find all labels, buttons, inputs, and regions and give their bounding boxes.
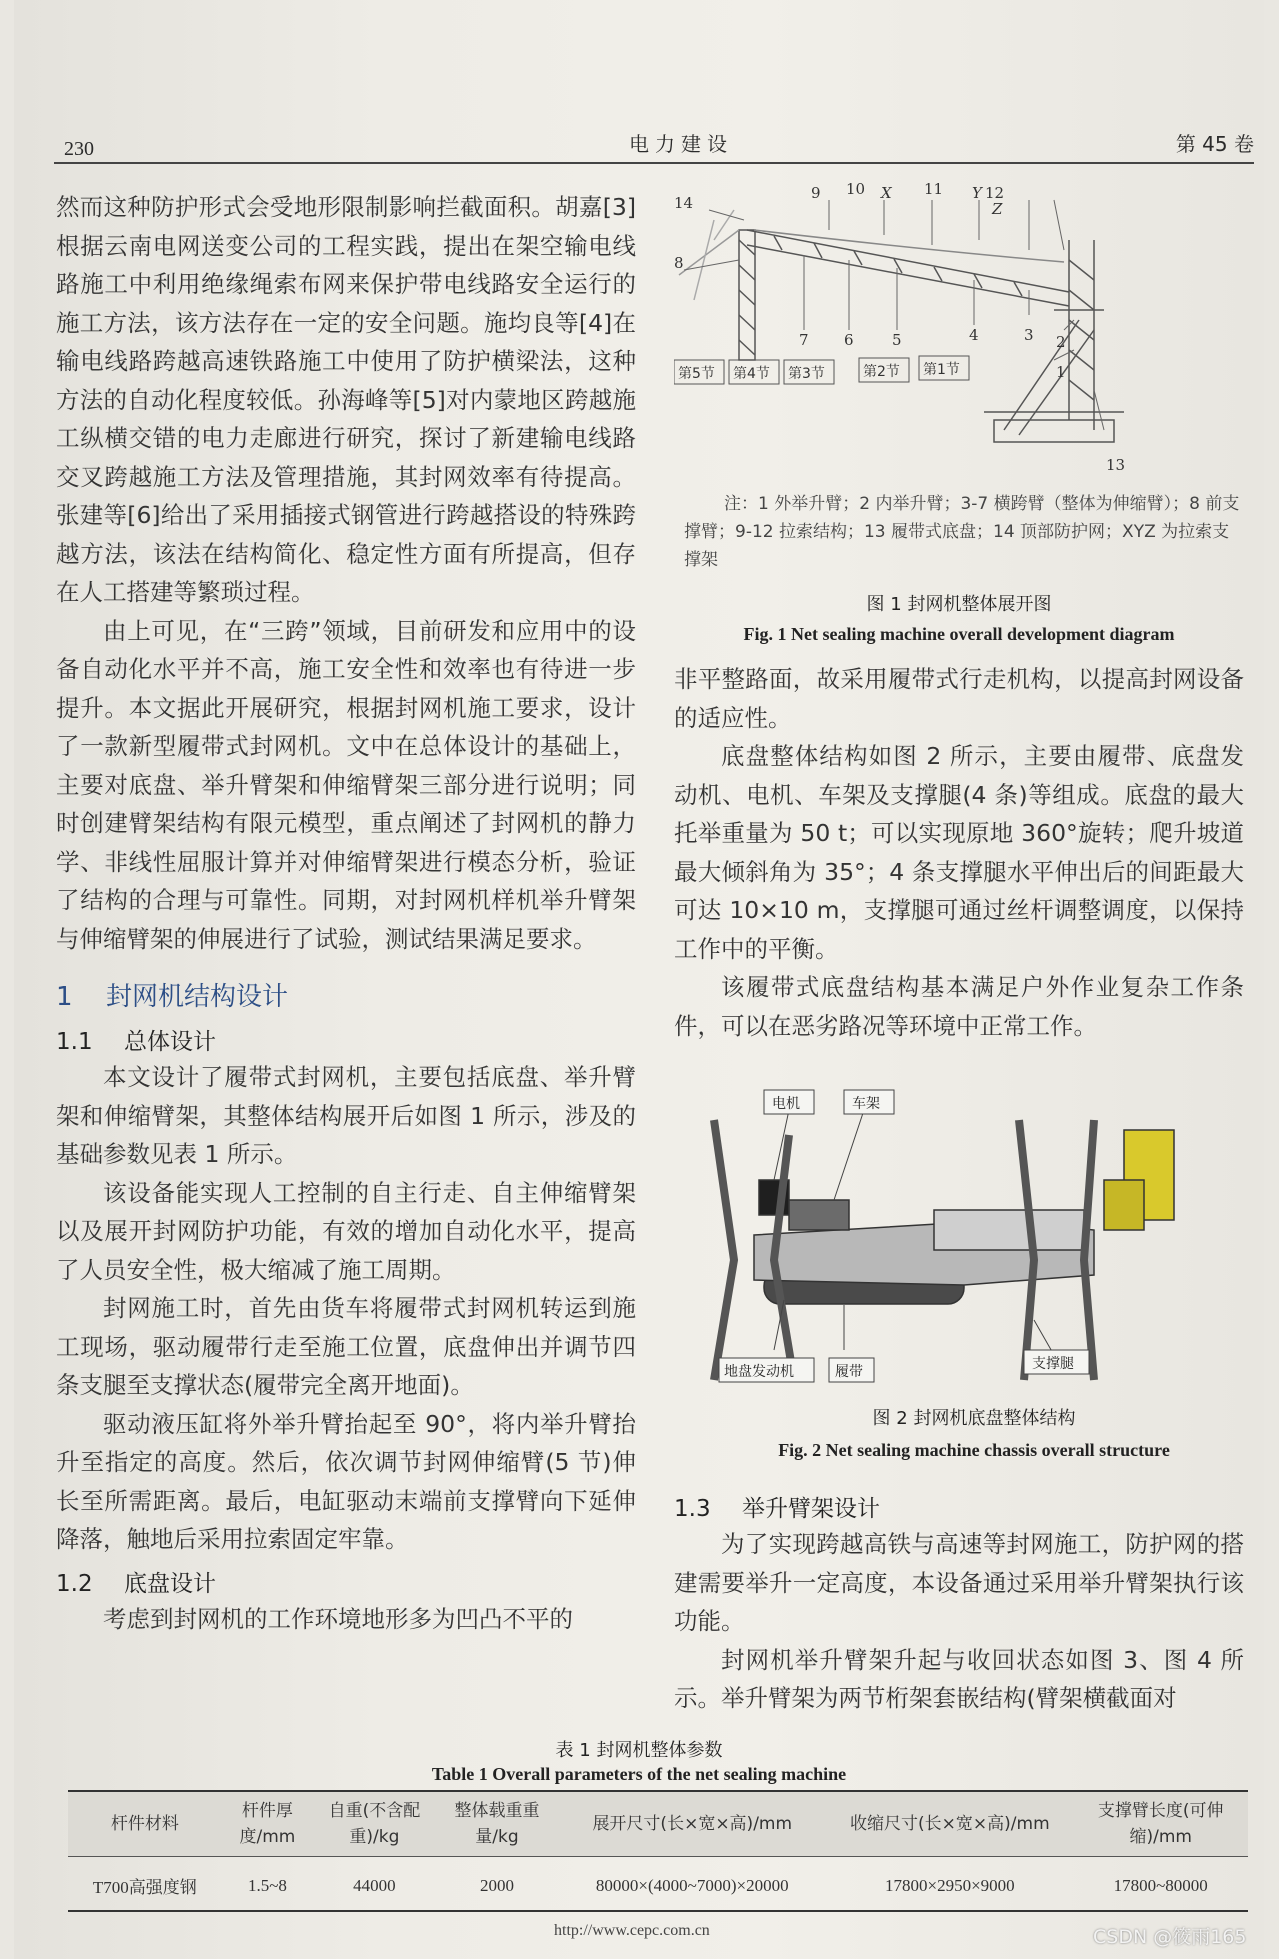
label-2: 2 [1056,333,1066,351]
paragraph: 非平整路面，故采用履带式行走机构，以提高封网设备的适应性。 [674,665,1244,732]
table-header-row [68,1791,1248,1857]
subsection-number: 1.3 [674,1496,711,1522]
section-title: 封网机结构设计 [106,982,289,1012]
section-label-1: 第1节 [923,362,960,378]
page-header [54,128,1254,158]
paragraph: 封网施工时，首先由货车将履带式封网机转运到施工现场，驱动履带行走至施工位置，底盘伸出并调节四条支腿至支撑状态(履带完全离开地面)。 [56,1294,636,1399]
paragraph: 本文设计了履带式封网机，主要包括底盘、举升臂架和伸缩臂架，其整体结构展开后如图 1 所示，涉及的基础参数见表 1 所示。 [56,1063,636,1168]
subsection-number: 1.1 [56,1029,93,1055]
label-Y: Y [972,184,982,202]
subsection-heading [56,1565,636,1598]
subsection-title: 举升臂架设计 [742,1496,880,1522]
table-1-title-cn: 表 1 封网机整体参数 [555,1740,723,1761]
table-cell: 1.5~8 [222,1857,313,1912]
label-track: 履带 [835,1364,863,1380]
figure-1-drawing [674,180,1244,480]
journal-page [14,0,1264,1959]
label-12: 12 [985,184,1005,202]
paragraph: 考虑到封网机的工作环境地形多为凹凸不平的 [103,1604,573,1633]
table-header-cell: 自重(不含配重)/kg [313,1791,436,1857]
label-9: 9 [811,184,821,202]
table-header-cell: 杆件材料 [68,1791,222,1857]
support-leg [714,1120,734,1380]
section-label-3: 第3节 [788,366,825,382]
table-header-cell: 支撑臂长度(可伸缩)/mm [1073,1791,1248,1857]
table-cell: 2000 [436,1857,559,1912]
label-8: 8 [674,254,684,272]
right-column-lower [674,1484,1244,1718]
footer-url: http://www.cepc.com.cn [554,1922,710,1939]
table-cell: 17800~80000 [1073,1857,1248,1912]
label-6: 6 [844,331,854,349]
paragraph: 然而这种防护形式会受地形限制影响拦截面积。胡嘉[3]根据云南电网送变公司的工程实践，提出在架空输电线路施工中利用绝缘绳索布网来保护带电线路安全运行的施工方法，该方法存在一定的安全问题。施均良等[4]在输电线路跨越高速铁路施工中使用了防护横梁法，这种方法的自动化程度较低。孙海峰等[5]对内蒙地区跨越施工纵横交错的电力走廊进行研究，探讨了新建输电线路交叉跨越施工方法及管理措施，其封网效率有待提高。张建等[6]给出了采用插接式钢管进行跨越搭设的特殊跨越方法，该法在结构简化、稳定性方面有所提高，但存在人工搭建等繁琐过程。 [56,193,636,606]
figure-2-drawing [694,1080,1254,1410]
subsection-heading [674,1490,1244,1523]
parameters-table [68,1790,1248,1912]
paragraph: 为了实现跨越高铁与高速等封网施工，防护网的搭建需要举升一定高度，本设备通过采用举升臂架执行该功能。 [674,1530,1244,1635]
label-engine: 地盘发动机 [724,1364,794,1380]
section-heading [56,976,636,1013]
paragraph: 底盘整体结构如图 2 所示，主要由履带、底盘发动机、电机、车架及支撑腿(4 条)等组成。底盘的最大托举重量为 50 t；可以实现原地 360°旋转；爬升坡道最大倾斜角为 35°；4 条支撑腿水平伸出后的间距最大可达 10×10 m，支撑腿可通过丝杆调整调度，以保持工作中的平衡。 [674,742,1244,963]
label-1: 1 [1056,363,1066,381]
table-row [68,1857,1248,1912]
label-motor: 电机 [772,1096,800,1112]
label-frame: 车架 [852,1096,880,1112]
table-header-cell: 杆件厚度/mm [222,1791,313,1857]
figure-1-note: 注：1 外举升臂；2 内举升臂；3-7 横跨臂（整体为伸缩臂）；8 前支撑臂；9-12 拉索结构；13 履带式底盘；14 顶部防护网；XYZ 为拉索支撑架 [684,494,1240,570]
page-number: 230 [64,138,94,160]
subsection-title: 总体设计 [124,1029,216,1055]
section-label-2: 第2节 [863,364,900,380]
label-4: 4 [969,326,979,344]
subsection-heading [56,1023,636,1056]
figure-2-caption-cn: 图 2 封网机底盘整体结构 [872,1408,1076,1429]
figure-2-caption-en: Fig. 2 Net sealing machine chassis overall structure [778,1440,1170,1460]
paragraph: 该设备能实现人工控制的自主行走、自主伸缩臂架以及展开封网防护功能，有效的增加自动化水平，提高了人员安全性，极大缩减了施工周期。 [56,1178,636,1284]
journal-name: 电力建设 [629,132,733,156]
label-X: X [881,184,892,202]
label-support-leg: 支撑腿 [1032,1356,1074,1372]
paragraph: 封网机举升臂架升起与收回状态如图 3、图 4 所示。举升臂架为两节桁架套嵌结构(臂架横截面对 [674,1645,1244,1712]
label-13: 13 [1106,456,1126,474]
figure-1-caption-en: Fig. 1 Net sealing machine overall development diagram [743,624,1175,644]
label-Z: Z [992,200,1003,218]
table-cell: 44000 [313,1857,436,1912]
volume-number: 第 45 卷 [1175,132,1254,156]
label-7: 7 [799,331,809,349]
table-header-cell: 收缩尺寸(长×宽×高)/mm [826,1791,1073,1857]
paragraph: 驱动液压缸将外举升臂抬起至 90°，将内举升臂抬升至指定的高度。然后，依次调节封网伸缩臂(5 节)伸长至所需距离。最后，电缸驱动末端前支撑臂向下延伸降落，触地后采用拉索固定牢靠。 [56,1409,636,1553]
label-11: 11 [924,180,944,198]
label-10: 10 [846,180,866,198]
paragraph: 该履带式底盘结构基本满足户外作业复杂工作条件，可以在恶劣路况等环境中正常工作。 [674,973,1244,1040]
table-header-cell: 整体载重重量/kg [436,1791,559,1857]
front-support-tower [739,230,755,360]
outer-lift-arm [1004,320,1094,435]
subsection-title: 底盘设计 [124,1570,216,1597]
left-column [56,188,636,1638]
section-label-5: 第5节 [678,366,715,382]
crawler-base [994,420,1114,442]
paragraph: 由上可见，在“三跨”领域，目前研发和应用中的设备自动化水平并不高，施工安全性和效率也有待进一步提升。本文据此开展研究，根据封网机施工要求，设计了一款新型履带式封网机。文中在总体设计的基础上，主要对底盘、举升臂架和伸缩臂架三部分进行说明；同时创建臂架结构有限元模型，重点阐述了封网机的静力学、非线性屈服计算并对伸缩臂架进行模态分析，验证了结构的合理与可靠性。同期，对封网机样机举升臂架与伸缩臂架的伸展进行了试验，测试结果满足要求。 [56,616,636,953]
figure-1-caption-cn: 图 1 封网机整体展开图 [866,594,1052,615]
right-column [674,660,1244,1045]
section-number: 1 [56,982,73,1012]
table-cell: 17800×2950×9000 [826,1857,1073,1912]
table-cell: 80000×(4000~7000)×20000 [558,1857,826,1912]
label-3: 3 [1024,326,1034,344]
subsection-number: 1.2 [56,1570,93,1597]
table-1-title-en: Table 1 Overall parameters of the net sealing machine [431,1764,847,1784]
table-cell: T700高强度钢 [68,1857,222,1912]
label-5: 5 [892,331,902,349]
header-rule [54,162,1254,164]
label-14: 14 [674,194,694,212]
table-header-cell: 展开尺寸(长×宽×高)/mm [558,1791,826,1857]
section-label-4: 第4节 [733,366,770,382]
csdn-watermark: CSDN @筱雨165 [1093,1926,1247,1948]
